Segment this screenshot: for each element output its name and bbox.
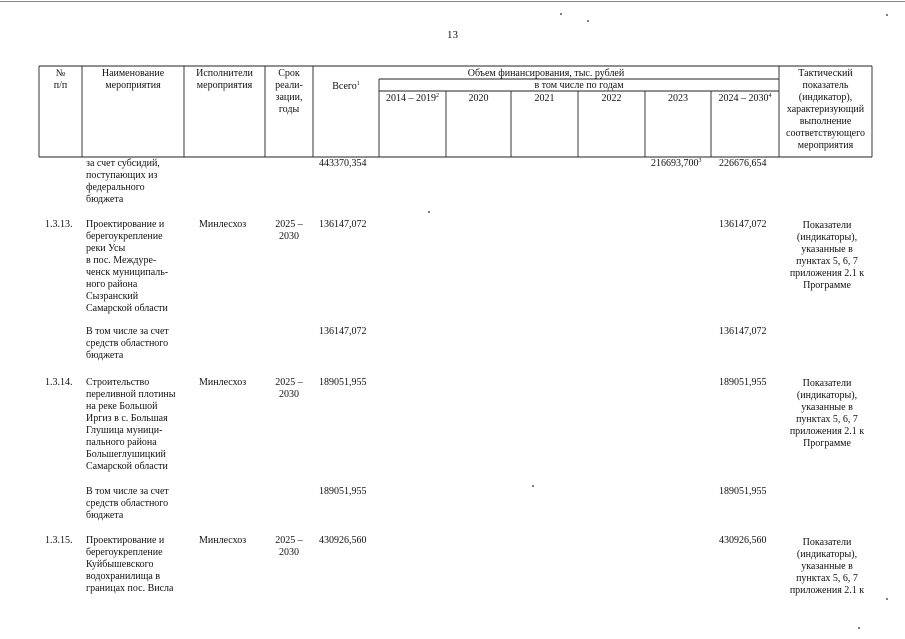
header-number: № п/п — [53, 68, 68, 91]
row-total: 189051,955 — [319, 486, 367, 497]
header-total-label: Всего — [332, 81, 357, 92]
row-name: В том числе за счет средств областного бюджета — [86, 326, 169, 361]
row-total: 136147,072 — [319, 326, 367, 337]
header-by-years: в том числе по годам — [534, 80, 624, 91]
header-year-2021: 2021 — [534, 93, 555, 104]
header-year-2014-2019 — [379, 93, 446, 105]
row-year-2024-2030: 189051,955 — [719, 377, 767, 388]
header-total — [313, 81, 379, 93]
header-year-2022: 2022 — [601, 93, 622, 104]
row-total: 136147,072 — [319, 219, 367, 230]
row-year-2024-2030: 226676,654 — [719, 158, 767, 169]
row-term: 2025 – 2030 — [275, 535, 303, 558]
scan-speck — [560, 13, 562, 15]
row-year-2024-2030: 189051,955 — [719, 486, 767, 497]
scan-speck — [428, 211, 430, 213]
footnote-mark: 3 — [698, 158, 702, 164]
header-name: Наименование мероприятия — [101, 68, 165, 91]
footnote-mark: 2 — [436, 93, 439, 99]
row-total: 443370,354 — [319, 158, 367, 169]
row-name: за счет субсидий, поступающих из федерального бюджета — [86, 158, 160, 205]
row-indicator: Показатели (индикаторы), указанные в пунктах 5, 6, 7 приложения 2.1 к Программе — [789, 378, 865, 449]
page-number: 13 — [447, 29, 458, 41]
header-indicator: Тактический показатель (индикатор), характеризующий выполнение соответствующего мероприятия — [786, 68, 865, 151]
row-year-2024-2030: 136147,072 — [719, 326, 767, 337]
header-term: Срок реали- зации, годы — [275, 68, 303, 115]
footnote-mark: 1 — [356, 81, 360, 87]
row-year-2023-value: 216693,700 — [651, 158, 699, 169]
row-term: 2025 – 2030 — [275, 377, 303, 400]
row-name: В том числе за счет средств областного бюджета — [86, 486, 169, 521]
scan-speck — [532, 485, 534, 487]
row-number: 1.3.13. — [45, 219, 73, 230]
row-total: 189051,955 — [319, 377, 367, 388]
row-indicator: Показатели (индикаторы), указанные в пунктах 5, 6, 7 приложения 2.1 к — [789, 537, 865, 596]
header-year-2014-2019-label: 2014 – 2019 — [386, 93, 436, 104]
row-number: 1.3.15. — [45, 535, 73, 546]
row-name: Проектирование и берегоукрепление реки Усы в пос. Междуре- ченск муниципаль- ного района Сызранский Самарской области — [86, 219, 169, 314]
row-number: 1.3.14. — [45, 377, 73, 388]
scan-speck — [587, 20, 589, 22]
scan-speck — [858, 627, 860, 629]
page-top-edge — [0, 1, 905, 2]
row-term: 2025 – 2030 — [275, 219, 303, 242]
header-year-2024-2030-label: 2024 – 2030 — [718, 93, 769, 104]
header-year-2024-2030 — [711, 93, 779, 105]
row-executor: Минлесхоз — [199, 377, 247, 388]
row-executor: Минлесхоз — [199, 219, 247, 230]
scan-speck — [886, 598, 888, 600]
row-name: Проектирование и берегоукрепление Куйбышевского водохранилища в границах пос. Висла — [86, 535, 174, 594]
row-name: Строительство переливной плотины на реке Большой Иргиз в с. Большая Глушица муници- пального района Большеглушицкий Самарской области — [86, 377, 176, 472]
row-indicator: Показатели (индикаторы), указанные в пунктах 5, 6, 7 приложения 2.1 к Программе — [789, 220, 865, 291]
row-total: 430926,560 — [319, 535, 367, 546]
header-year-2023: 2023 — [668, 93, 688, 104]
scan-speck — [886, 14, 888, 16]
row-year-2024-2030: 136147,072 — [719, 219, 767, 230]
header-year-2020: 2020 — [468, 93, 489, 104]
footnote-mark: 4 — [768, 93, 772, 99]
header-executors: Исполнители мероприятия — [196, 68, 253, 91]
row-year-2023 — [651, 158, 702, 170]
header-funding-title: Объем финансирования, тыс. рублей — [467, 68, 625, 79]
row-year-2024-2030: 430926,560 — [719, 535, 767, 546]
row-executor: Минлесхоз — [199, 535, 247, 546]
